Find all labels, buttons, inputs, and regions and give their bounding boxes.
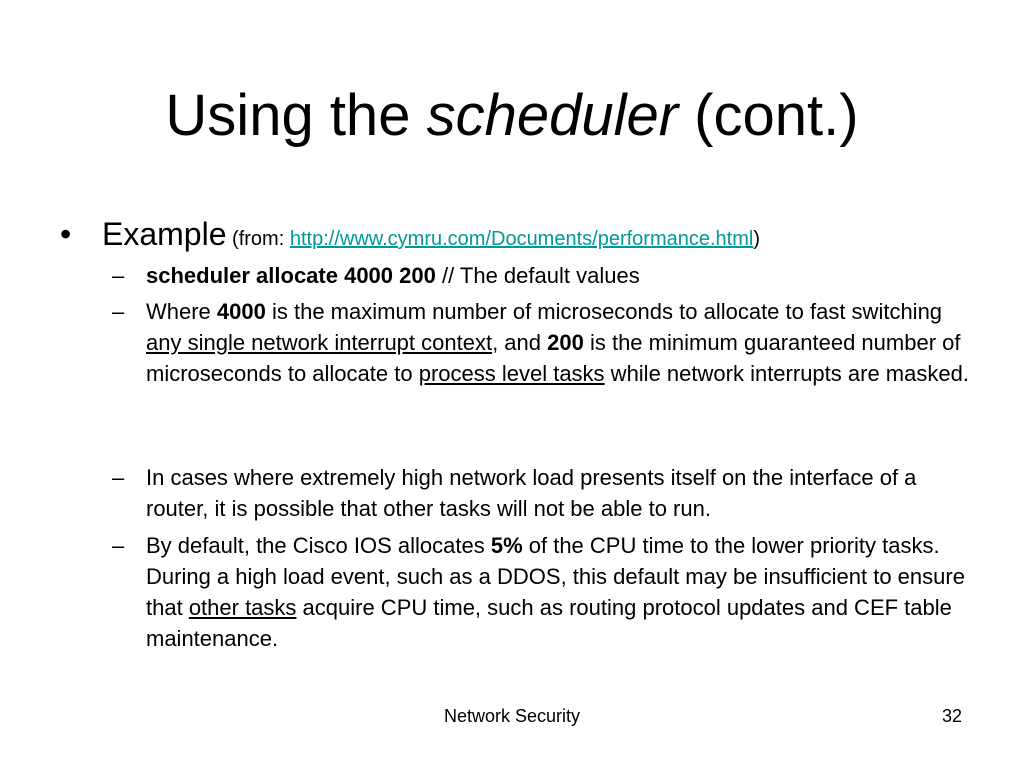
- title-part1: Using the: [165, 83, 427, 148]
- text-segment: is the maximum number of microseconds to allocate to fast switching: [265, 299, 943, 324]
- bullet-from: [227, 228, 761, 250]
- value-5-percent: 5%: [490, 533, 523, 558]
- text-segment: is the minimum guaranteed number of microseconds to allocate to: [146, 330, 961, 386]
- subitem-scheduler-command: [112, 260, 972, 291]
- high-load-text: In cases where extremely high network load presents itself on the interface of a router, it is possible that other tasks will not be able to run.: [146, 465, 917, 521]
- value-200: 200: [547, 330, 584, 355]
- title-italic: scheduler: [426, 83, 679, 148]
- dash-marker: –: [112, 533, 125, 558]
- page-number: 32: [941, 706, 962, 726]
- text-segment: By default, the Cisco IOS allocates: [146, 533, 491, 558]
- command-text: scheduler allocate 4000 200: [146, 263, 436, 288]
- subitem-where-explanation: [112, 296, 972, 389]
- subitem-default-allocation: [112, 530, 972, 654]
- underlined-interrupt-context: any single network interrupt context: [146, 330, 493, 355]
- text-segment: while network interrupts are masked.: [604, 361, 969, 386]
- subitem-high-load: [112, 462, 972, 524]
- text-segment: Where: [146, 299, 217, 324]
- value-4000: 4000: [216, 299, 266, 324]
- text-segment: , and: [492, 330, 548, 355]
- command-comment: // The default values: [435, 263, 640, 288]
- dash-marker: –: [112, 465, 125, 490]
- bullet-example: [60, 212, 980, 261]
- dash-marker: –: [112, 263, 125, 288]
- dash-marker: –: [112, 299, 125, 324]
- bullet-label: Example: [102, 216, 227, 252]
- underlined-other-tasks: other tasks: [188, 595, 297, 620]
- text-segment: acquire CPU time, such as routing protocol updates and CEF table maintenance.: [146, 595, 952, 651]
- source-link[interactable]: http://www.cymru.com/Documents/performance.html: [289, 228, 754, 250]
- from-suffix: ): [753, 228, 760, 250]
- text-segment: of the CPU time to the lower priority tasks. During a high load event, such as a DDOS, this default may be insufficient to ensure that: [146, 533, 965, 620]
- from-prefix: (from:: [226, 228, 290, 250]
- slide-title: [0, 80, 1024, 152]
- bullet-symbol: •: [60, 216, 72, 252]
- underlined-process-level-tasks: process level tasks: [418, 361, 605, 386]
- footer-title: Network Security: [443, 706, 581, 726]
- title-part2: (cont.): [678, 83, 859, 148]
